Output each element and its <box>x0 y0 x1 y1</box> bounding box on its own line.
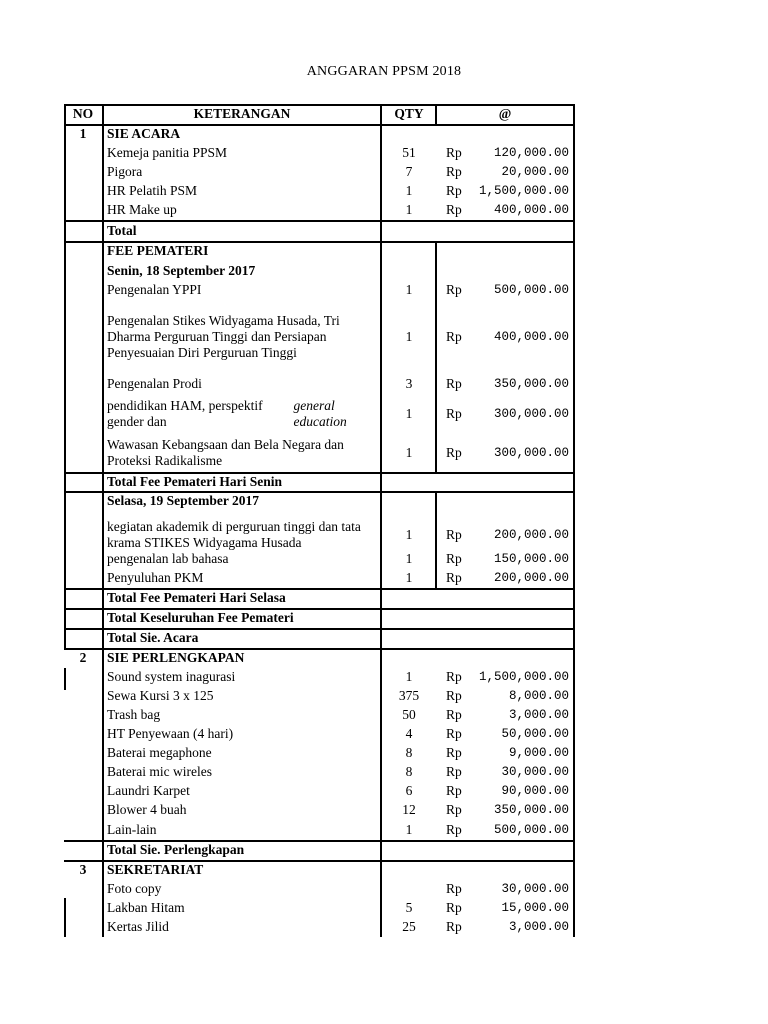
table-row <box>64 724 574 743</box>
row-qty: 12 <box>402 802 416 817</box>
row-description <box>107 860 377 879</box>
row-description <box>107 261 377 280</box>
row-description-text: Total Sie. Perlengkapan <box>107 842 245 857</box>
row-qty: 8 <box>405 763 413 779</box>
row-currency: Rp <box>446 376 462 391</box>
row-description-text: Total <box>107 222 137 238</box>
row-number: 2 <box>79 649 87 665</box>
table-row <box>64 520 574 549</box>
row-description <box>107 686 377 705</box>
row-description-text: Pengenalan Prodi <box>107 376 202 391</box>
row-currency: Rp <box>446 444 462 460</box>
section-row <box>64 588 574 608</box>
row-description <box>107 568 377 588</box>
table-row <box>64 143 574 162</box>
table-row <box>64 200 574 220</box>
row-currency: Rp <box>446 182 462 198</box>
table-row <box>64 898 574 917</box>
row-qty: 8 <box>405 744 413 760</box>
row-description-text: Total Fee Pemateri Hari Selasa <box>107 590 286 605</box>
row-qty: 1 <box>405 668 413 684</box>
table-row <box>64 800 574 820</box>
table-row <box>64 879 574 898</box>
header-unit-price: @ <box>498 106 512 121</box>
row-description <box>107 762 377 781</box>
table-row <box>64 667 574 686</box>
row-description-text: Total Sie. Acara <box>107 630 199 645</box>
row-description-text: HT Penyewaan (4 hari) <box>107 725 234 741</box>
row-qty: 1 <box>405 570 413 585</box>
row-description-text: Kertas Jilid <box>107 919 169 934</box>
row-amount: 500,000.00 <box>493 282 569 297</box>
row-description <box>107 200 377 220</box>
row-description-text: Penyuluhan PKM <box>107 570 204 585</box>
row-description <box>107 724 377 743</box>
row-qty: 1 <box>405 202 413 217</box>
row-description-text: FEE PEMATERI <box>107 243 209 258</box>
row-qty: 1 <box>405 405 413 421</box>
section-row <box>64 860 574 879</box>
section-row <box>64 608 574 628</box>
row-description <box>107 628 377 648</box>
table-row <box>64 705 574 724</box>
row-description <box>107 820 377 840</box>
row-currency: Rp <box>446 744 462 760</box>
row-description-text: Foto copy <box>107 880 162 896</box>
row-description <box>107 608 377 628</box>
header-keterangan: KETERANGAN <box>193 106 291 121</box>
table-row <box>64 162 574 181</box>
row-description <box>107 705 377 724</box>
column-divider-at <box>435 104 437 124</box>
row-amount: 350,000.00 <box>493 803 569 817</box>
row-description <box>107 143 377 162</box>
row-qty: 4 <box>405 725 413 741</box>
row-description <box>107 394 377 433</box>
row-currency: Rp <box>446 328 462 344</box>
section-row <box>64 220 574 241</box>
row-description <box>107 781 377 800</box>
row-amount: 9,000.00 <box>508 745 569 760</box>
table-row <box>64 762 574 781</box>
row-amount: 8,000.00 <box>508 688 569 703</box>
row-amount: 400,000.00 <box>493 203 569 217</box>
row-description-text: Blower 4 buah <box>107 802 187 817</box>
row-currency: Rp <box>446 281 462 297</box>
row-amount: 200,000.00 <box>493 571 569 585</box>
section-row <box>64 840 574 860</box>
row-description-italic: general education <box>293 397 347 429</box>
row-description-text: SIE PERLENGKAPAN <box>107 649 245 665</box>
table-row <box>64 280 574 299</box>
row-description-text: Pengenalan Stikes Widyagama Husada, Tri Dharma Perguruan Tinggi dan Persiapan Penyesuaian Diri Perguruan Tinggi <box>107 312 340 360</box>
row-qty: 1 <box>405 444 413 460</box>
header-qty: QTY <box>394 106 424 121</box>
row-description <box>107 241 377 261</box>
row-description-text: SEKRETARIAT <box>107 861 204 877</box>
row-qty: 1 <box>405 526 413 542</box>
row-description-text: SIE ACARA <box>107 125 181 141</box>
row-qty: 25 <box>402 919 416 934</box>
row-description-text: Sewa Kursi 3 x 125 <box>107 687 214 703</box>
row-description <box>107 280 377 299</box>
row-qty: 5 <box>405 899 413 915</box>
row-description <box>107 124 377 143</box>
row-currency: Rp <box>446 144 462 160</box>
section-row <box>64 124 574 143</box>
row-currency: Rp <box>446 668 462 684</box>
row-qty: 1 <box>405 328 413 344</box>
table-row <box>64 686 574 705</box>
row-amount: 350,000.00 <box>493 377 569 391</box>
row-qty: 6 <box>405 782 413 798</box>
row-description <box>107 879 377 898</box>
row-currency: Rp <box>446 802 462 817</box>
section-row <box>64 491 574 510</box>
table-header <box>64 104 574 124</box>
row-description-text: Pigora <box>107 163 143 179</box>
row-description-text: Lakban Hitam <box>107 899 185 915</box>
row-description <box>107 299 377 374</box>
row-description <box>107 162 377 181</box>
table-row <box>64 181 574 200</box>
row-amount: 1,500,000.00 <box>478 669 569 684</box>
document-title: ANGGARAN PPSM 2018 <box>306 64 462 79</box>
row-amount: 3,000.00 <box>508 707 569 722</box>
row-description <box>107 800 377 820</box>
table-rule-top <box>64 104 575 106</box>
row-currency: Rp <box>446 782 462 798</box>
row-qty: 3 <box>405 376 413 391</box>
section-row <box>64 628 574 648</box>
row-currency: Rp <box>446 163 462 179</box>
row-description <box>107 898 377 917</box>
row-amount: 15,000.00 <box>501 900 569 915</box>
header-no: NO <box>72 106 94 121</box>
row-qty: 1 <box>405 281 413 297</box>
row-description <box>107 917 377 937</box>
row-description-text: Senin, 18 September 2017 <box>107 262 256 278</box>
row-description-text: Kemeja panitia PPSM <box>107 144 227 160</box>
row-description-text: Sound system inagurasi <box>107 668 236 684</box>
row-amount: 1,500,000.00 <box>478 183 569 198</box>
row-description <box>107 840 377 860</box>
row-currency: Rp <box>446 202 462 217</box>
row-description <box>107 743 377 762</box>
row-amount: 500,000.00 <box>493 823 569 837</box>
section-row <box>64 241 574 261</box>
row-amount: 120,000.00 <box>493 145 569 160</box>
row-currency: Rp <box>446 706 462 722</box>
row-description-text: Selasa, 19 September 2017 <box>107 492 259 508</box>
row-amount: 400,000.00 <box>493 329 569 344</box>
row-description-text: Baterai mic wireles <box>107 763 212 779</box>
row-description-text: Baterai megaphone <box>107 744 212 760</box>
row-qty: 1 <box>405 182 413 198</box>
row-currency: Rp <box>446 725 462 741</box>
row-amount: 3,000.00 <box>508 920 569 934</box>
row-amount: 150,000.00 <box>493 551 569 566</box>
row-amount: 200,000.00 <box>493 527 569 542</box>
row-currency: Rp <box>446 570 462 585</box>
section-row <box>64 261 574 280</box>
table-row <box>64 820 574 840</box>
table-row <box>64 299 574 374</box>
row-currency: Rp <box>446 822 462 837</box>
row-currency: Rp <box>446 550 462 566</box>
table-row <box>64 743 574 762</box>
row-amount: 30,000.00 <box>501 764 569 779</box>
table-row <box>64 394 574 433</box>
row-description <box>107 520 377 549</box>
row-description-text: pengenalan lab bahasa <box>107 550 229 566</box>
table-row <box>64 549 574 568</box>
row-amount: 30,000.00 <box>501 881 569 896</box>
row-description-text: Pengenalan YPPI <box>107 281 202 297</box>
row-qty: 1 <box>405 822 413 837</box>
row-qty: 375 <box>398 687 420 703</box>
row-description <box>107 667 377 686</box>
row-description <box>107 648 377 667</box>
row-description-text: pendidikan HAM, perspektif gender dan <box>107 397 263 429</box>
row-amount: 20,000.00 <box>501 164 569 179</box>
row-description <box>107 491 377 510</box>
row-qty: 1 <box>405 550 413 566</box>
row-amount: 90,000.00 <box>501 783 569 798</box>
row-currency: Rp <box>446 405 462 421</box>
row-currency: Rp <box>446 919 462 934</box>
table-row <box>64 917 574 937</box>
row-currency: Rp <box>446 526 462 542</box>
row-description-text: kegiatan akademik di perguruan tinggi dan tata krama STIKES Widyagama Husada <box>107 518 361 550</box>
row-currency: Rp <box>446 763 462 779</box>
row-description <box>107 588 377 608</box>
row-amount: 50,000.00 <box>501 726 569 741</box>
row-description <box>107 374 377 394</box>
section-row <box>64 648 574 667</box>
table-row <box>64 568 574 588</box>
row-description <box>107 472 377 491</box>
row-description-text: Lain-lain <box>107 822 157 837</box>
row-description-text: HR Make up <box>107 202 177 217</box>
row-description <box>107 433 377 472</box>
row-qty: 51 <box>402 144 416 160</box>
table-row <box>64 433 574 472</box>
row-currency: Rp <box>446 687 462 703</box>
section-row <box>64 472 574 491</box>
row-description-text: Trash bag <box>107 706 161 722</box>
table-row <box>64 781 574 800</box>
row-amount: 300,000.00 <box>493 445 569 460</box>
row-currency: Rp <box>446 899 462 915</box>
row-amount: 300,000.00 <box>493 406 569 421</box>
row-currency: Rp <box>446 880 462 896</box>
row-number: 1 <box>79 125 87 141</box>
row-description <box>107 220 377 241</box>
row-qty: 50 <box>402 706 416 722</box>
table-row <box>64 374 574 394</box>
row-number: 3 <box>79 861 87 877</box>
row-description-text: Wawasan Kebangsaan dan Bela Negara dan Proteksi Radikalisme <box>107 436 344 468</box>
row-description-text: Total Keseluruhan Fee Pemateri <box>107 610 294 625</box>
row-description <box>107 549 377 568</box>
row-description-text: Total Fee Pemateri Hari Senin <box>107 473 282 489</box>
row-description-text: HR Pelatih PSM <box>107 182 198 198</box>
row-qty: 7 <box>405 163 413 179</box>
row-description <box>107 181 377 200</box>
row-description-text: Laundri Karpet <box>107 782 190 798</box>
